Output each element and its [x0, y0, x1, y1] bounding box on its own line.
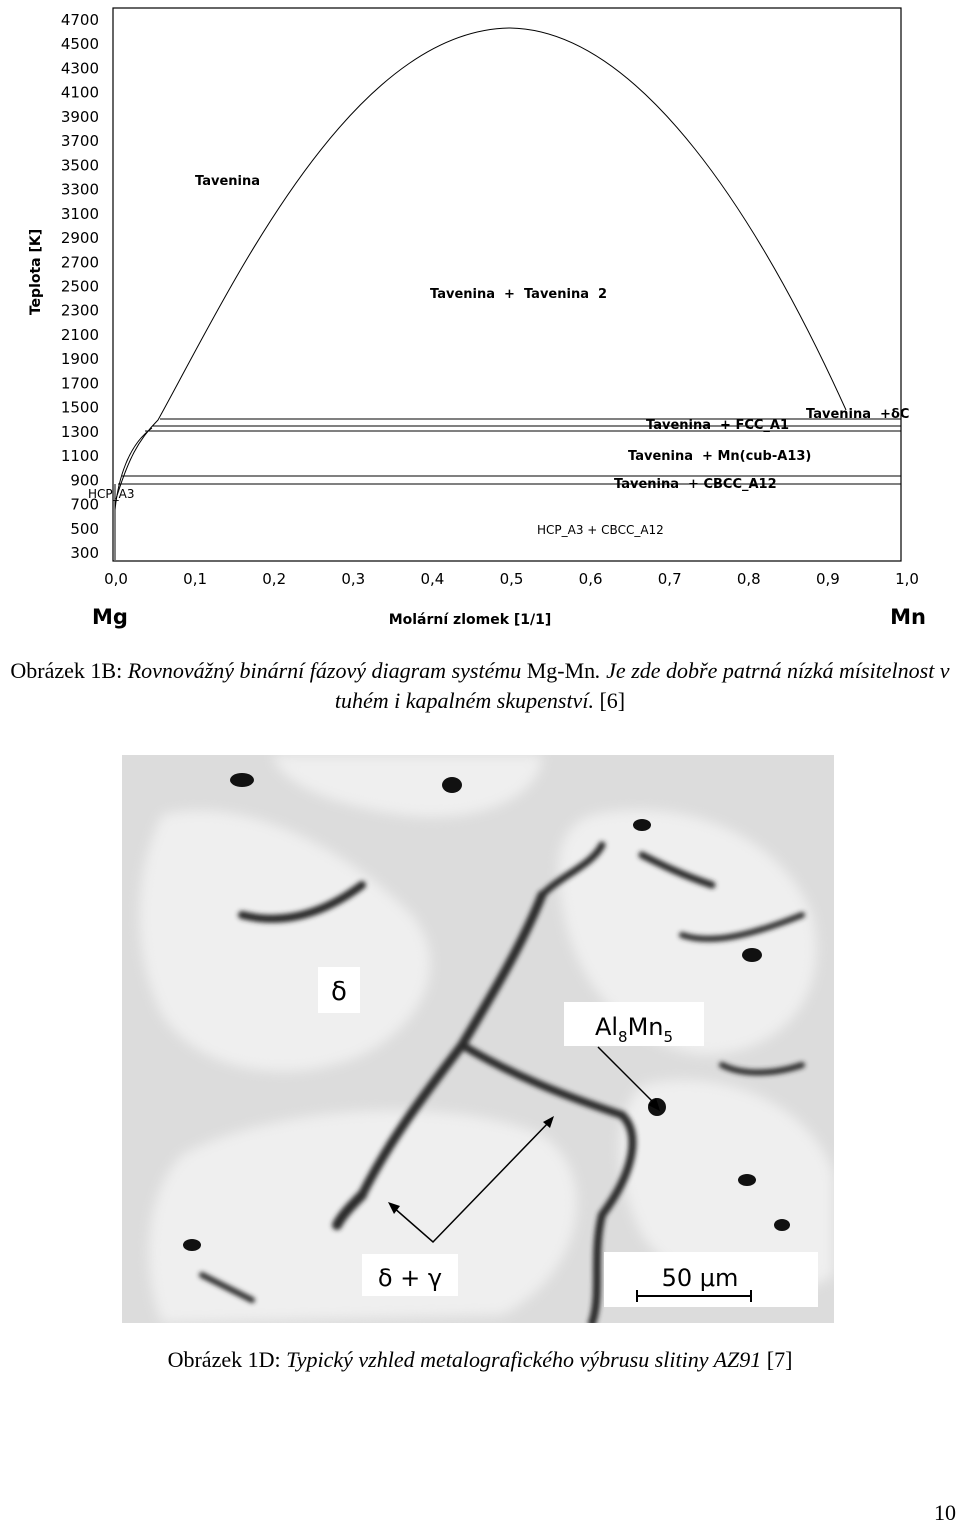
y-tick-label: 3500 — [60, 156, 99, 175]
y-tick-label: 1100 — [60, 447, 99, 466]
x-axis-label: Molární zlomek [1/1] — [388, 612, 552, 628]
region-label-liquid: Tavenina — [195, 174, 260, 189]
caption-reference: [7] — [761, 1347, 793, 1372]
y-tick-label: 2900 — [60, 229, 99, 248]
x-tick-label: 0,0 — [104, 570, 128, 588]
micrograph — [122, 755, 834, 1323]
x-tick-label: 0,6 — [578, 570, 603, 588]
y-tick-label: 4500 — [60, 35, 99, 54]
y-tick-label: 1300 — [60, 422, 99, 441]
x-axis-right-element: Mn — [890, 605, 926, 629]
phase-label: $Al_8Mn_5$ — [594, 1013, 674, 1046]
y-tick-label: 2700 — [60, 253, 99, 272]
y-tick-label: 500 — [70, 519, 99, 538]
y-tick-label: 900 — [70, 471, 99, 490]
region-label-liquid-cbcc: Tavenina + CBCC_A12 — [614, 477, 777, 492]
y-tick-label: 3100 — [60, 204, 99, 223]
y-axis-label: Teplota [K] — [28, 228, 44, 316]
x-tick-labels — [104, 570, 919, 588]
y-tick-label: 2100 — [60, 325, 99, 344]
region-label-liquid-fcc: Tavenina + FCC_A1 — [646, 418, 790, 433]
phase-diagram — [0, 0, 960, 640]
region-label-hcp: HCP_A3 — [88, 487, 135, 501]
y-tick-label: 2500 — [60, 277, 99, 296]
caption-label: Obrázek 1D: — [167, 1347, 287, 1372]
scale-bar-label: 50 μm — [661, 1264, 739, 1292]
x-tick-label: 1,0 — [895, 570, 919, 588]
caption-text: Typický vzhled metalografického výbrusu slitiny AZ91 — [286, 1347, 762, 1372]
figure-caption-1d — [0, 1345, 960, 1375]
region-label-liquid-delta: Tavenina +δC — [806, 407, 910, 422]
x-tick-label: 0,8 — [736, 570, 761, 588]
x-tick-label: 0,9 — [815, 570, 840, 588]
page-number: 10 — [934, 1500, 956, 1525]
x-axis-left-element: Mg — [92, 605, 128, 629]
y-tick-label: 300 — [70, 544, 99, 562]
figure-caption-1b — [0, 656, 960, 716]
x-tick-label: 0,2 — [262, 570, 287, 588]
caption-system: Mg-Mn — [526, 658, 596, 683]
x-tick-label: 0,5 — [499, 570, 524, 588]
x-tick-label: 0,3 — [341, 570, 366, 588]
y-tick-label: 3300 — [60, 180, 99, 199]
y-tick-label: 1900 — [60, 350, 99, 369]
delta-gamma-label: δ + γ — [377, 1264, 443, 1292]
x-tick-label: 0,1 — [183, 570, 208, 588]
y-tick-label: 4100 — [60, 83, 99, 102]
y-tick-label: 700 — [70, 495, 99, 514]
y-tick-label: 1500 — [60, 398, 99, 417]
region-label-liquid-cub: Tavenina + Mn(cub-A13) — [628, 449, 812, 464]
x-tick-label: 0,4 — [420, 570, 445, 588]
delta-label: δ — [331, 977, 347, 1007]
caption-text: . Je zde dobře patrná nízká mísitelnost v tuhém i kapalném skupenství. — [334, 658, 950, 713]
plot-frame — [113, 8, 901, 561]
y-tick-label: 4300 — [60, 59, 99, 78]
caption-text: Rovnovážný binární fázový diagram systému — [127, 658, 527, 683]
region-label-two-liquids: Tavenina + Tavenina 2 — [430, 287, 608, 302]
y-tick-labels — [61, 11, 99, 562]
region-label-hcp-cbcc: HCP_A3 + CBCC_A12 — [537, 523, 664, 537]
y-tick-label: 1700 — [60, 374, 99, 393]
y-tick-label: 2300 — [60, 301, 99, 320]
x-tick-label: 0,7 — [657, 570, 682, 588]
caption-label: Obrázek 1B: — [10, 658, 128, 683]
y-tick-label: 3900 — [60, 107, 99, 126]
caption-reference: [6] — [593, 688, 626, 713]
y-tick-label: 4700 — [60, 11, 99, 29]
y-tick-label: 3700 — [60, 132, 99, 151]
